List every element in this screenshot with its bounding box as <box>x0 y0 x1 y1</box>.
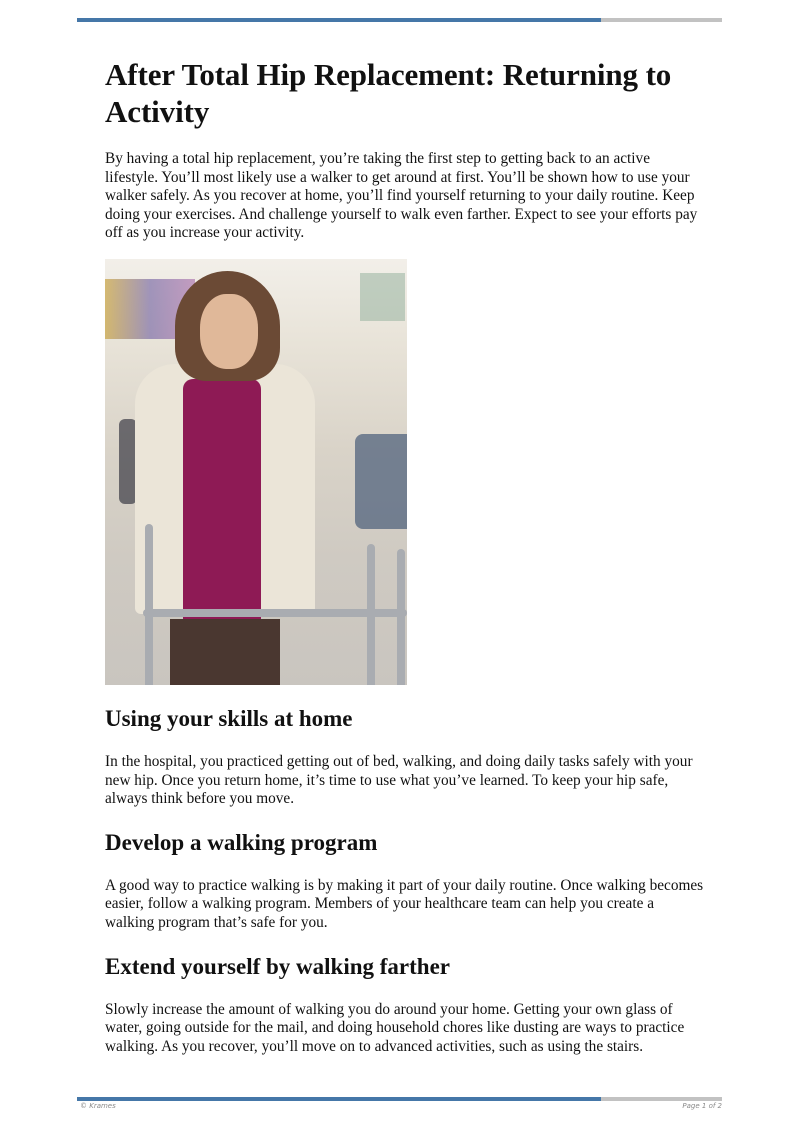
page-number: Page 1 of 2 <box>682 1102 722 1110</box>
section-skills-at-home <box>105 705 705 809</box>
header-rule-track <box>601 18 722 22</box>
photo-shirt <box>183 379 261 629</box>
section-body: A good way to practice walking is by making it part of your daily routine. Once walking becomes easier, follow a walking program. Members of your healthcare team can help you create a walking program that’s safe for you. <box>105 876 704 931</box>
document-body <box>105 56 705 1056</box>
section-heading: Extend yourself by walking farther <box>105 953 450 979</box>
photo-pants <box>170 619 280 685</box>
photo-walker-left-leg <box>145 524 153 685</box>
photo-walker-crossbar <box>143 609 407 617</box>
photo-walker-right-back-leg <box>397 549 405 685</box>
copyright-text: © Krames <box>80 1102 116 1110</box>
header-rule <box>77 18 722 22</box>
photo-face <box>200 294 258 369</box>
section-heading: Using your skills at home <box>105 705 353 731</box>
page-footer <box>80 1102 722 1110</box>
section-heading: Develop a walking program <box>105 829 378 855</box>
header-rule-accent <box>77 18 601 22</box>
page-title: After Total Hip Replacement: Returning to Activity <box>105 57 672 129</box>
section-body: In the hospital, you practiced getting out of bed, walking, and doing daily tasks safely with your new hip. Once you return home, it’s time to use what you’ve learned. To keep your hip safe, always think before you move. <box>105 752 693 808</box>
photo-background-window <box>360 273 405 321</box>
footer-rule <box>77 1097 722 1101</box>
footer-rule-track <box>601 1097 722 1101</box>
section-walking-farther <box>105 953 705 1057</box>
section-body: Slowly increase the amount of walking you do around your home. Getting your own glass of water, going outside for the mail, and doing household chores like dusting are ways to practice walking. As you recover, you’ll move on to advanced activities, such as using the stairs. <box>105 1000 685 1055</box>
woman-with-walker-photo <box>105 259 407 685</box>
section-walking-program <box>105 829 705 933</box>
intro-paragraph: By having a total hip replacement, you’re taking the first step to getting back to an active lifestyle. You’ll most likely use a walker to get around at first. You’ll be shown how to use your walker safely. As you recover at home, you’ll find yourself returning to your daily routine. Keep doing your exercises. And challenge yourself to walk even farther. Expect to see your efforts pay off as you increase your activity. <box>105 150 698 242</box>
footer-rule-accent <box>77 1097 601 1101</box>
photo-background-car <box>355 434 407 529</box>
